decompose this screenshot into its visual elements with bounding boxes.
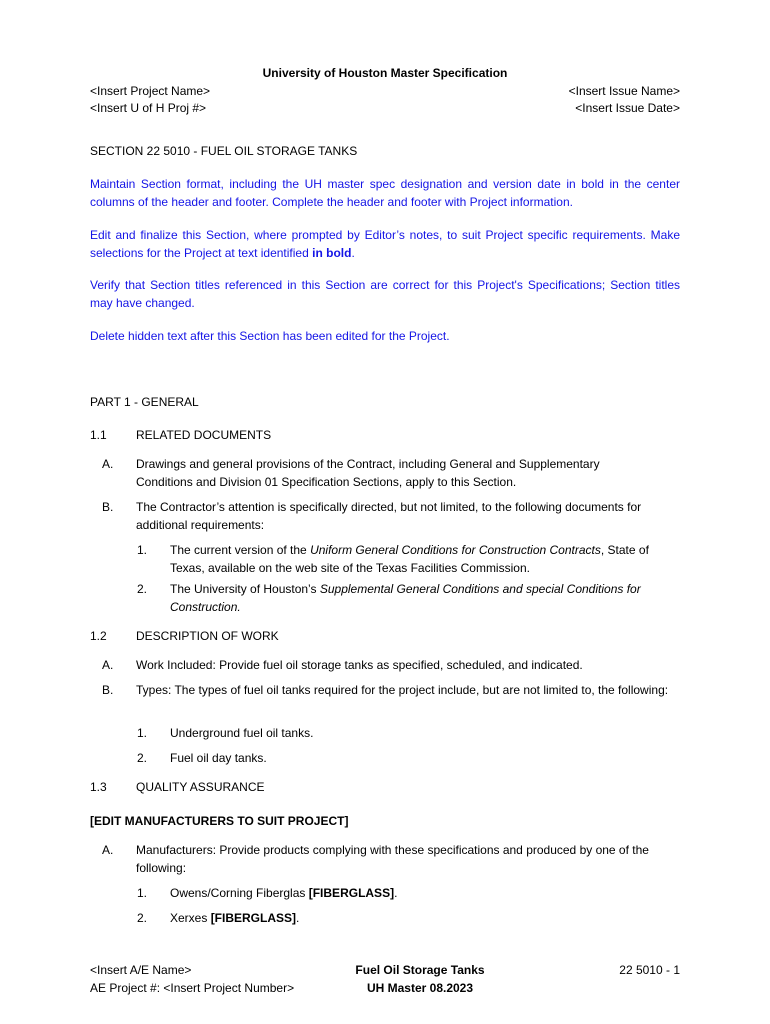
document-title-italic: Supplemental General Conditions and special Conditions for Construction. <box>170 582 641 614</box>
header-project-number: <Insert U of H Proj #> <box>90 101 207 115</box>
header-issue-name: <Insert Issue Name> <box>568 84 680 98</box>
manufacturer-name: Xerxes <box>170 911 211 925</box>
article-1-3-title: QUALITY ASSURANCE <box>136 780 265 794</box>
subparagraph-text <box>170 910 299 927</box>
section-title: SECTION 22 5010 - FUEL OIL STORAGE TANKS <box>90 144 358 158</box>
article-1-2-title: DESCRIPTION OF WORK <box>136 629 279 643</box>
editor-note-format: Maintain Section format, including the UH master spec designation and version date in bold in the center columns of the header and footer. Complete the header and footer with Project information. <box>90 177 680 209</box>
editor-note-delete: Delete hidden text after this Section has been edited for the Project. <box>90 329 450 343</box>
manufacturer-name: Owens/Corning Fiberglas <box>170 886 309 900</box>
subparagraph-label: 1. <box>137 886 148 900</box>
subparagraph-label: 1. <box>137 726 148 740</box>
subparagraph-text-part: The current version of the <box>170 543 311 557</box>
paragraph-label: A. <box>102 658 114 672</box>
paragraph-text: The Contractor’s attention is specifically directed, but not limited, to the following documents for additional requirements: <box>136 500 642 532</box>
subparagraph-text <box>170 885 397 902</box>
footer-version: UH Master 08.2023 <box>366 981 474 995</box>
article-1-1-number: 1.1 <box>90 428 107 442</box>
subparagraph-text <box>170 542 680 577</box>
subparagraph-label: 2. <box>137 582 148 596</box>
editor-note-period: . <box>351 245 355 260</box>
subparagraph-text: Fuel oil day tanks. <box>170 751 267 765</box>
paragraph-text: Types: The types of fuel oil tanks required for the project include, but are not limited to, the following: <box>136 683 669 697</box>
header-title: University of Houston Master Specification <box>262 66 508 80</box>
edit-manufacturers-note: [EDIT MANUFACTURERS TO SUIT PROJECT] <box>90 814 349 828</box>
paragraph-text: Drawings and general provisions of the Contract, including General and Supplementary Conditions and Division 01 Specification Sections, apply to this Section. <box>136 457 600 489</box>
subparagraph-text <box>170 581 680 616</box>
subparagraph-label: 2. <box>137 751 148 765</box>
editor-note-edit-text: Edit and finalize this Section, where prompted by Editor’s notes, to suit Project specific requirements. Make selections for the Project at text identified <box>90 228 680 260</box>
header-issue-date: <Insert Issue Date> <box>575 101 680 115</box>
paragraph-text: Work Included: Provide fuel oil storage tanks as specified, scheduled, and indicated. <box>136 658 583 672</box>
editor-note-bold-marker: in bold <box>312 245 352 260</box>
subparagraph-text-part: , State of Texas, available on the web site of the Texas Facilities Commission. <box>170 543 649 575</box>
paragraph-label: B. <box>102 683 114 697</box>
article-1-2-number: 1.2 <box>90 629 107 643</box>
editor-note-verify: Verify that Section titles referenced in this Section are correct for this Project's Specifications; Section titles may have changed. <box>90 278 680 310</box>
subparagraph-end: . <box>394 886 398 900</box>
document-title-italic: Uniform General Conditions for Construction Contracts <box>310 543 601 557</box>
subparagraph-text-part: The University of Houston’s <box>170 582 320 596</box>
article-1-3-number: 1.3 <box>90 780 107 794</box>
footer-ae-name: <Insert A/E Name> <box>90 963 192 977</box>
manufacturer-option: [FIBERGLASS] <box>210 911 297 925</box>
header-project-name: <Insert Project Name> <box>90 84 211 98</box>
subparagraph-text: Underground fuel oil tanks. <box>170 726 314 740</box>
footer-page-number: 22 5010 - 1 <box>619 963 680 977</box>
manufacturer-option: [FIBERGLASS] <box>308 886 395 900</box>
paragraph-label: A. <box>102 457 114 471</box>
paragraph-text: Manufacturers: Provide products complying with these specifications and produced by one of the following: <box>136 843 649 875</box>
footer-ae-project: AE Project #: <Insert Project Number> <box>90 981 295 995</box>
part-1-title: PART 1 - GENERAL <box>90 395 199 409</box>
editor-note-edit <box>90 227 680 262</box>
article-1-1-title: RELATED DOCUMENTS <box>136 428 272 442</box>
subparagraph-label: 2. <box>137 911 148 925</box>
footer-section-title: Fuel Oil Storage Tanks <box>355 963 485 977</box>
subparagraph-label: 1. <box>137 543 148 557</box>
subparagraph-end: . <box>296 911 300 925</box>
paragraph-label: A. <box>102 843 114 857</box>
paragraph-label: B. <box>102 500 114 514</box>
